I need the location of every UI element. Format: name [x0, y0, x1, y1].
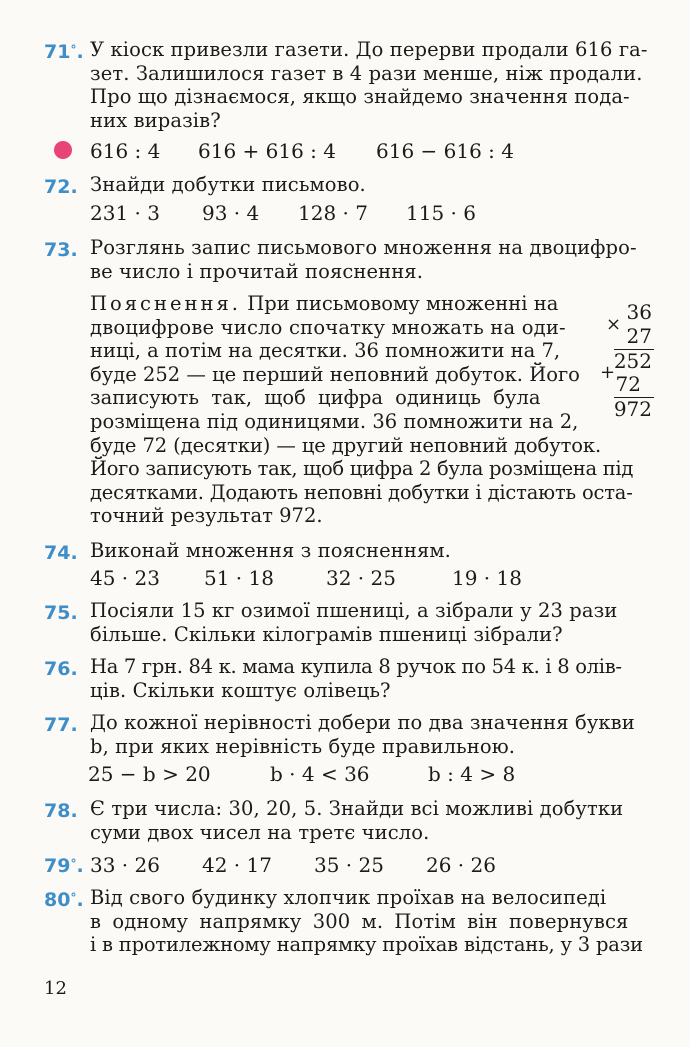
text-line: ниці, а потім на десятки. 36 помножити на 7,	[90, 339, 561, 363]
exercise-text	[90, 173, 650, 197]
text-line: розміщена під одиницями. 36 помножити на 2,	[90, 409, 579, 433]
multiplier: 27	[626, 324, 652, 348]
text-line: Його записують так, щоб цифра 2 була розміщена під	[90, 457, 634, 481]
expression: 93 · 4	[202, 201, 260, 225]
text-line: зет. Залишилося газет в 4 рази менше, ніж продали.	[90, 61, 643, 85]
expression: 25 − b > 20	[88, 762, 211, 786]
pink-bullet-icon	[54, 141, 72, 159]
exercise-number: 76.	[44, 658, 78, 680]
exercise-text	[90, 655, 650, 702]
text-line: буде 72 (десятки) — це другий неповний добуток.	[90, 433, 602, 457]
exercise-text	[90, 711, 650, 758]
exercise-number: 71°.	[44, 41, 84, 63]
text-line: ців. Скільки коштує олівець?	[90, 678, 391, 702]
times-sign-icon: ×	[606, 314, 622, 335]
exercise-text	[90, 236, 650, 283]
explanation-label: Пояснення.	[90, 292, 241, 315]
partial-product-1: 252	[613, 349, 652, 373]
multiplicand: 36	[626, 300, 652, 324]
expression: 51 · 18	[204, 566, 274, 590]
text-line: Є три числа: 30, 20, 5. Знайди всі можливі добутки	[90, 797, 624, 820]
explanation	[90, 292, 650, 528]
result: 972	[613, 397, 652, 421]
column-multiplication	[600, 300, 660, 430]
text-line: Посіяли 15 кг озимої пшениці, а зібрали у 23 рази	[90, 599, 618, 622]
text-line: записують так, щоб цифра одиниць була	[90, 386, 541, 410]
text-line: точний результат 972.	[90, 504, 323, 528]
expression: 42 · 17	[202, 853, 272, 877]
exercise-number: 80°.	[44, 889, 84, 911]
exercise-text	[90, 599, 650, 646]
expression: b : 4 > 8	[428, 762, 516, 786]
exercise-number: 77.	[44, 714, 78, 736]
expression: 32 · 25	[326, 566, 396, 590]
text-line: На 7 грн. 84 к. мама купила 8 ручок по 54 к. і 8 олів-	[90, 655, 622, 678]
text-line: них виразів?	[90, 108, 221, 132]
exercise-text	[90, 539, 650, 563]
text-line: в одному напрямку 300 м. Потім він повернувся	[90, 909, 629, 933]
expression: 45 · 23	[90, 566, 160, 590]
text-line: Пояснення. При письмовому множенні на	[90, 292, 559, 315]
text-line: У кіоск привезли газети. До перерви продали 616 га-	[90, 38, 648, 61]
exercise-number: 73.	[44, 239, 78, 261]
exercise-text	[90, 886, 650, 957]
expression: 231 · 3	[90, 201, 160, 225]
expression: 19 · 18	[452, 566, 522, 590]
expression: 616 : 4	[90, 139, 161, 163]
page-number: 12	[44, 978, 67, 999]
text-line: буде 252 — це перший неповний добуток. Його	[90, 362, 580, 386]
text-line: Знайди добутки письмово.	[90, 173, 366, 196]
expression: 33 · 26	[90, 853, 160, 877]
expression: 26 · 26	[426, 853, 496, 877]
text-line: Про що дізнаємося, якщо знайдемо значення пода-	[90, 85, 630, 109]
exercise-number: 79°.	[44, 855, 84, 877]
text-line: десятками. Додають неповні добутки і дістають оста-	[90, 480, 633, 504]
exercise-number: 72.	[44, 176, 78, 198]
text-line: двоцифрове число спочатку множать на оди-	[90, 315, 566, 339]
text-line: суми двох чисел на третє число.	[90, 820, 430, 844]
expression: 616 − 616 : 4	[376, 139, 514, 163]
text-line: ве число і прочитай пояснення.	[90, 259, 423, 283]
text-line: Від свого будинку хлопчик проїхав на велосипеді	[90, 886, 607, 909]
exercise-number: 78.	[44, 800, 78, 822]
exercise-number: 74.	[44, 542, 78, 564]
expression: 128 · 7	[298, 201, 368, 225]
partial-product-2: 72	[615, 372, 641, 396]
exercise-text	[90, 38, 650, 132]
expression: 616 + 616 : 4	[198, 139, 336, 163]
text-line: більше. Скільки кілограмів пшениці зібрали?	[90, 622, 563, 646]
exercise-number: 75.	[44, 602, 78, 624]
text-line: До кожної нерівності добери по два значення букви	[90, 711, 635, 734]
text-line: b, при яких нерівність буде правильною.	[90, 734, 516, 758]
text-line: Виконай множення з поясненням.	[90, 539, 451, 562]
text-line: і в протилежному напрямку проїхав відстань, у 3 рази	[90, 933, 643, 957]
expression: 115 · 6	[406, 201, 476, 225]
exercise-text	[90, 797, 650, 844]
expression: b · 4 < 36	[270, 762, 370, 786]
text-line: Розглянь запис письмового множення на двоцифро-	[90, 236, 637, 259]
plus-sign-icon: +	[600, 362, 616, 383]
expression: 35 · 25	[314, 853, 384, 877]
